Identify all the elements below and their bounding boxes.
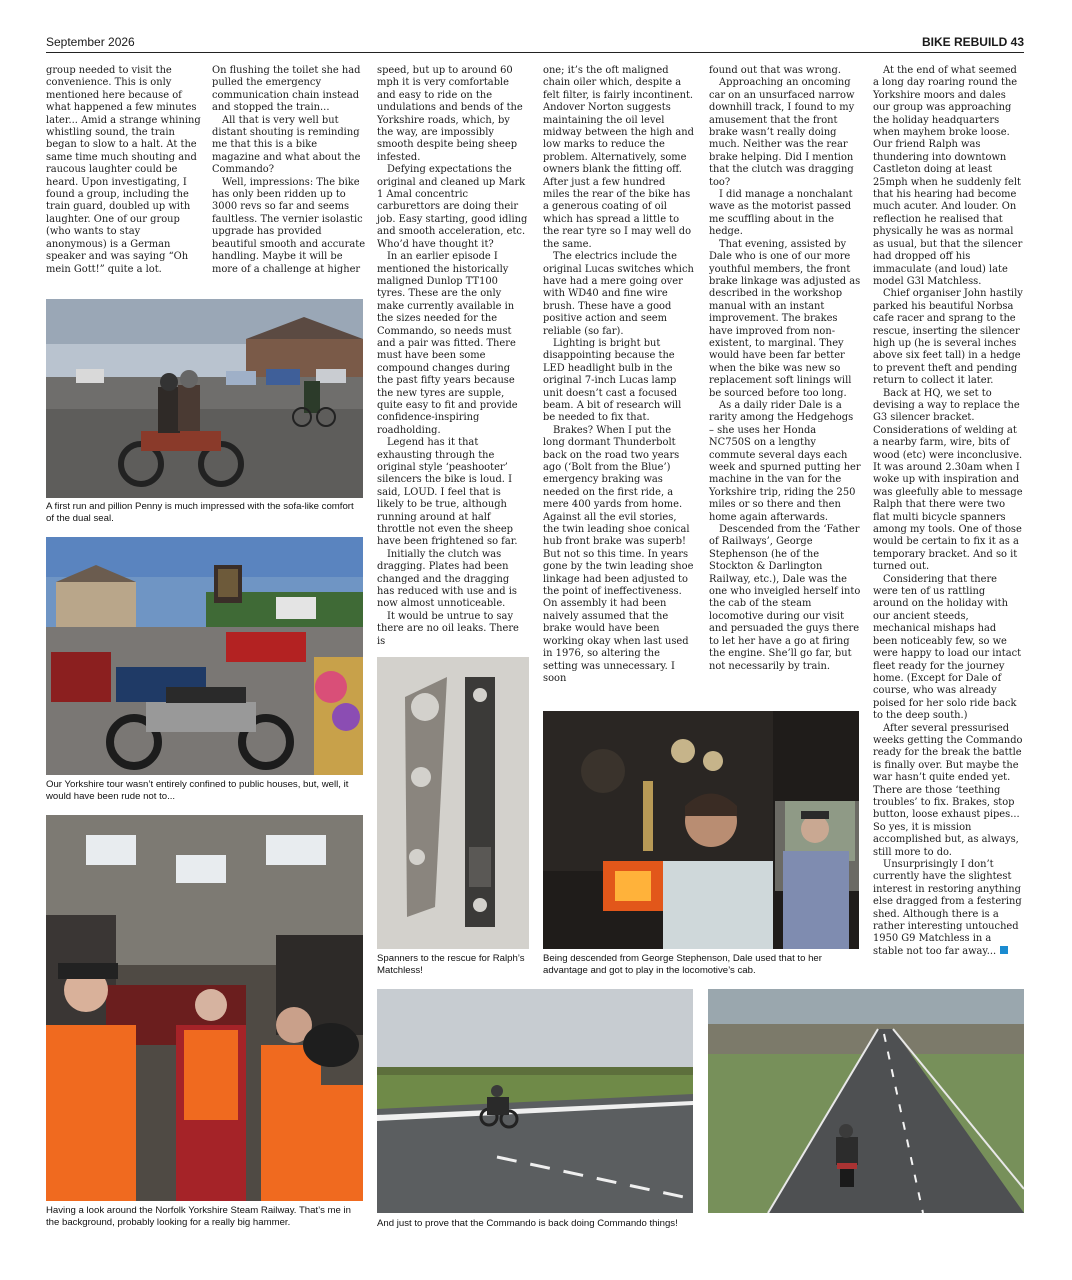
paragraph: Lighting is bright but disappointing because the LED headlight bulb in the original 7-inch Lucas lamp unit doesn’t cast a focused beam. A bit of research will be needed to fix that. <box>543 337 682 424</box>
column-1-text <box>46 65 202 276</box>
photo-pub-motorcycles <box>46 537 363 775</box>
page-number: 43 <box>1010 35 1024 49</box>
paragraph: On flushing the toilet she had pulled the emergency communication chain instead and stopped the train... <box>212 65 361 114</box>
paragraph: Legend has it that exhausting through the original style ‘peashooter’ silencers the bike is loud. I said, LOUD. I feel that is likely to be true, although running around at half throttle not even the sheep have been frightened so far. <box>377 437 518 548</box>
final-paragraph-text: Unsurprisingly I don’t currently have the slightest interest in restoring anything else dragged from a festering shed. Although there is a rather interesting untouched 1950 G9 Matchless in a stable not too far away... <box>873 859 1022 957</box>
column-5-text <box>709 65 861 673</box>
paragraph: After several pressurised weeks getting the Commando ready for the break the battle is finally over. But maybe the war hasn’t quite ended yet. There are those ‘teething troubles’ to fix. Brakes, stop button, loose exhaust pipes... So yes, it is mission accomplished but, as always, still more to do. <box>873 722 1023 858</box>
page-header <box>46 34 1024 53</box>
paragraph: As a daily rider Dale is a rarity among the Hedgehogs – she uses her Honda NC750S on a lengthy commute several days each week and spurned putting her machine in the van for the Yorkshire trip, riding the 250 miles or so there and then home again afterwards. <box>709 399 861 523</box>
caption-cab: Being descended from George Stephenson, Dale used that to her advantage and got to play in the locomotive’s cab. <box>543 953 822 976</box>
paragraph: Descended from the ‘Father of Railways’, George Stephenson (he of the Stockton & Darlington Railway, etc.), Dale was the one who inveigled herself into the cab of the steam locomotive during our visit and persuaded the guys there to let her have a go at firing the engine. She’ll go far, but not necessarily by train. <box>709 524 861 672</box>
column-2-text <box>212 65 366 276</box>
paragraph: Brakes? When I put the long dormant Thunderbolt back on the road two years ago (‘Bolt from the Blue’) emergency braking was needed on the first ride, a mere 400 yards from home. Against all the evil stories, the twin leading shoe conical hub front brake was superb! But not so this time. In years gone by the twin leading shoe linkage had been adjusted to the point of ineffectiveness. On assembly it had been naively assumed that the brake would have been working okay when last used in 1976, so altering the setting was unnecessary. I soon <box>543 424 694 684</box>
paragraph: Defying expectations the original and cleaned up Mark 1 Amal concentric carburettors are doing their job. Easy starting, good idling and smooth acceleration, etc. Who’d have thought it? <box>377 164 528 250</box>
paragraph: found out that was wrong. <box>709 65 842 76</box>
paragraph: At the end of what seemed a long day roaring round the Yorkshire moors and dales our group was approaching the holiday headquarters when mayhem broke loose. Our friend Ralph was thundering into downtown Castleton doing at least 25mph when he suddenly felt that his hearing had become much acuter. And louder. On reflection he realised that physically he was as normal as usual, but that the silencer had dropped off his immaculate (and loud) late model G3l Matchless. <box>873 65 1023 287</box>
photo-railway-workshop <box>46 815 363 1201</box>
paragraph: speed, but up to around 60 mph it is very comfortable and easy to ride on the undulations and bends of the Yorkshire roads, which, by the way, are impossibly smooth despite being sheep infested. <box>377 65 523 163</box>
paragraph: It would be untrue to say there are no oil leaks. There is <box>377 610 519 647</box>
column-3-text <box>377 65 529 648</box>
paragraph: In an earlier episode I mentioned the historically maligned Dunlop TT100 tyres. These are the only make currently available in the sizes needed for the Commando, so needs must and a pair was fitted. There must have been some compound changes during the past fifty years because the new tyres are supple, quite easy to fit and provide confidence-inspiring roadholding. <box>377 251 518 436</box>
photo-road-rider-left <box>377 989 693 1213</box>
paragraph: I did manage a nonchalant wave as the motorist passed me scuffling about in the hedge. <box>709 189 853 238</box>
column-6-text <box>873 65 1023 958</box>
photo-pillion-motorcycle <box>46 299 363 498</box>
paragraph: That evening, assisted by Dale who is one of our more youthful members, the front brake linkage was adjusted as described in the workshop manual with an instant improvement. The brakes have improved from non-existent, to marginal. They would have been far better when the bike was new so replacement soft linings will be sourced before too long. <box>709 238 861 399</box>
photo-spanners <box>377 657 529 949</box>
caption-pillion: A first run and pillion Penny is much impressed with the sofa-like comfort of the dual seal. <box>46 501 354 524</box>
issue-date: September 2026 <box>46 35 135 49</box>
caption-pub: Our Yorkshire tour wasn’t entirely confined to public houses, but, well, it would have been rude not to... <box>46 779 349 802</box>
caption-road: And just to prove that the Commando is back doing Commando things! <box>377 1218 678 1229</box>
paragraph: group needed to visit the convenience. This is only mentioned here because of what happened a few minutes later... Amid a strange whining whistling sound, the train began to slow to a halt. At the same time much shouting and raucous laughter could be heard. Upon investigating, I found a group, including the train guard, doubled up with laughter. One of our group (who wants to stay anonymous) is a German speaker and was saying “Oh mein Gott!” quite a lot. <box>46 65 201 275</box>
paragraph <box>873 859 1023 958</box>
paragraph: Well, impressions: The bike has only been ridden up to 3000 revs so far and seems faultless. The vernier isolastic upgrade has provided beautiful smooth and accurate handling. Maybe it will be more of a challenge at higher <box>212 176 366 275</box>
photo-road-rider-right <box>708 989 1024 1213</box>
paragraph: Considering that there were ten of us rattling around on the holiday with our ancient steeds, mechanical mishaps had been noticeably few, so we were happy to load our intact fleet ready for the journey home. (Except for Dale of course, who was already poised for her solo ride back to the deep south.) <box>873 573 1022 722</box>
caption-railway: Having a look around the Norfolk Yorkshire Steam Railway. That’s me in the background, probably looking for a really big hammer. <box>46 1205 352 1228</box>
end-of-article-icon <box>1000 946 1008 954</box>
section-title: BIKE REBUILD <box>921 35 1008 49</box>
caption-spanners: Spanners to the rescue for Ralph’s Matchless! <box>377 953 525 976</box>
paragraph: The electrics include the original Lucas switches which have had a mere going over with WD40 and fine wire brush. These have a good positive action and seem reliable (so far). <box>543 251 694 337</box>
column-4-text <box>543 65 695 685</box>
paragraph: Approaching an oncoming car on an unsurfaced narrow downhill track, I found to my amusement that the front brake wasn’t really doing much. Neither was the rear brake helping. Did I mention that the clutch was dragging too? <box>709 77 855 188</box>
paragraph: Chief organiser John hastily parked his beautiful Norbsa cafe racer and sprang to the rescue, inserting the silencer high up (he is several inches above six feet tall) in a hedge to prevent theft and pending return to collect it later. <box>873 288 1023 387</box>
paragraph: Back at HQ, we set to devising a way to replace the G3 silencer bracket. Considerations of welding at a nearby farm, wire, bits of wood (etc) were inconclusive. It was around 2.30am when I woke up with inspiration and was gleefully able to message Ralph that there were two flat multi bicycle spanners among my tools. One of those would be certain to fix it as a temporary bracket. And so it turned out. <box>873 387 1023 573</box>
paragraph: Initially the clutch was dragging. Plates had been changed and the dragging has reduced with use and is now almost unnoticeable. <box>377 548 517 610</box>
photo-locomotive-cab <box>543 711 859 949</box>
section-and-page <box>922 35 1024 49</box>
paragraph: All that is very well but distant shouting is reminding me that this is a bike magazine and what about the Commando? <box>212 114 361 176</box>
paragraph: one; it’s the oft maligned chain oiler which, despite a felt filter, is fairly incontinent. Andover Norton suggests maintaining the oil level midway between the high and low marks to reduce the problem. Alternatively, some owners blank the fitting off. After just a few hundred miles the rear of the bike has a generous coating of oil which has spread a little to the rear tyre so I may well do the same. <box>543 65 694 250</box>
